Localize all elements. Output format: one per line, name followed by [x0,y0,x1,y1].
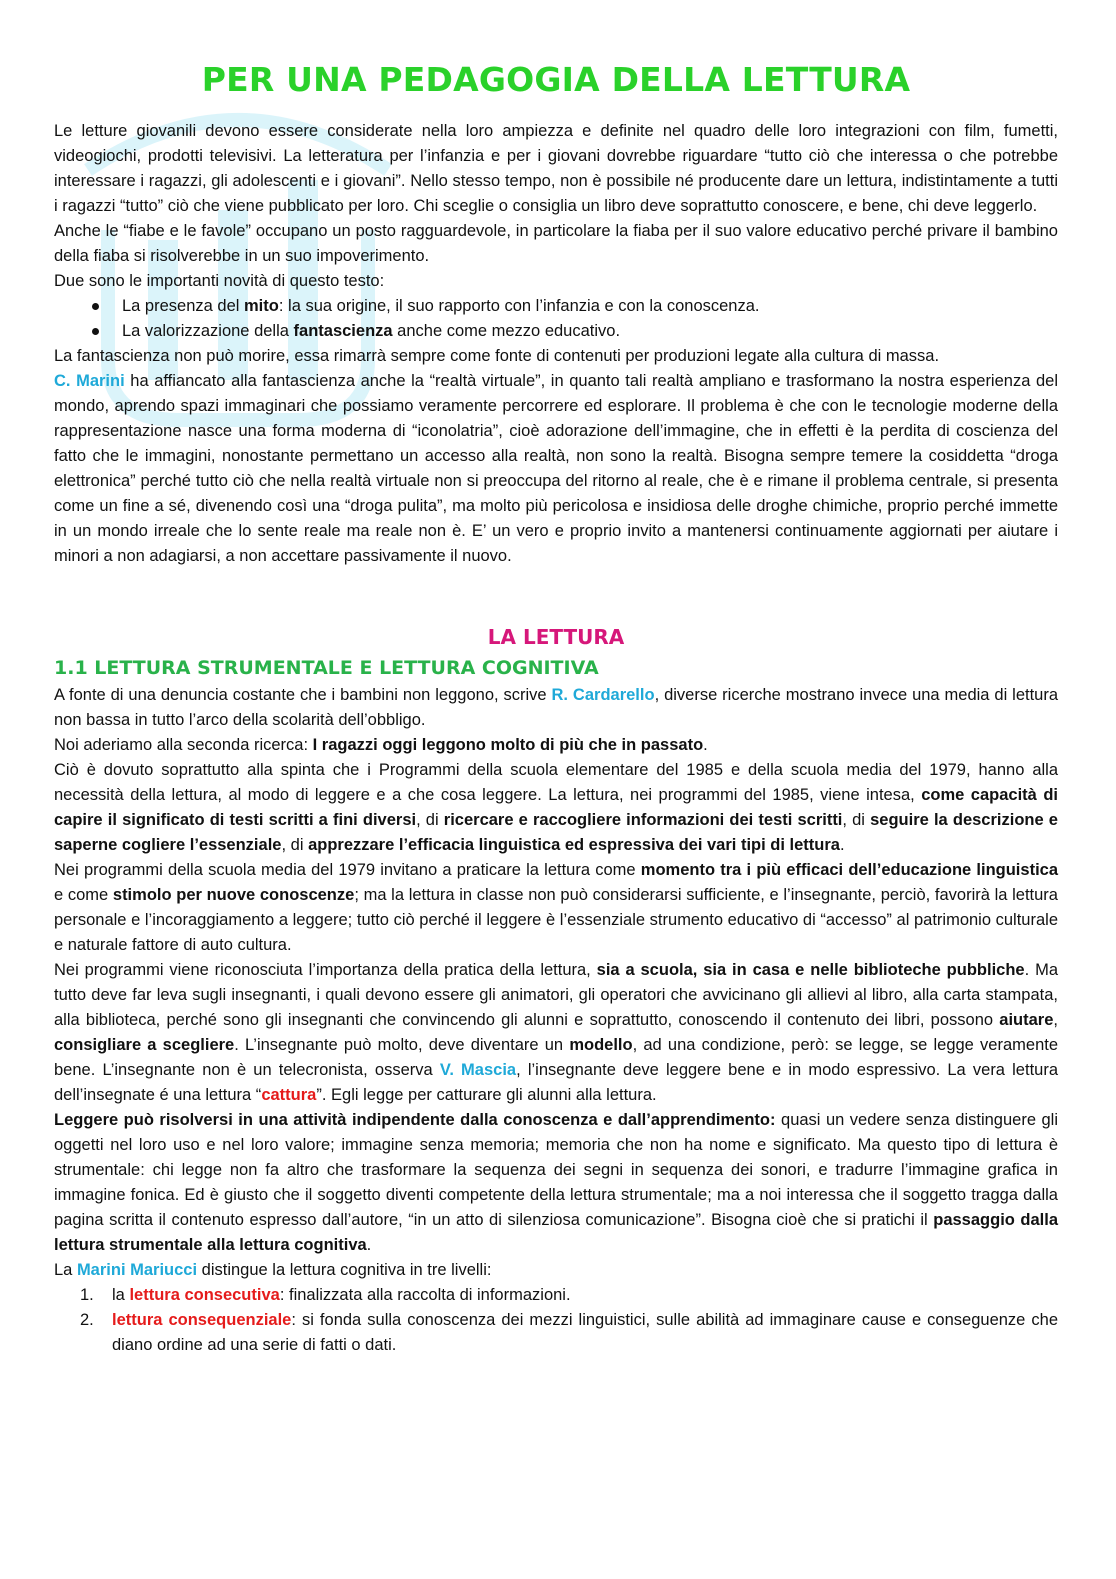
intro-paragraph-2: Anche le “fiabe e le favole” occupano un posto ragguardevole, in particolare la fiaba per il suo valore educativo perché privare il bambino della fiaba si risolverebbe in un suo impoverimento. [54,222,1058,265]
list-item: La presenza del mito: la sua origine, il suo rapporto con l’infanzia e con la conoscenza. [92,294,1058,319]
intro-paragraph-3: Due sono le importanti novità di questo testo: [54,272,385,290]
section-paragraph-6: Leggere può risolversi in una attività indipendente dalla conoscenza e dall’apprendimento: quasi un vedere senza distinguere gli oggetti nel loro uso e nel loro valore; immagine senza memoria; memoria che non ha nome e significato. Ma questo tipo di lettura è strumentale: chi legge non fa altro che trasformare la sequenza dei segni in sequenza dei sonori, e tradurre l’immagine grafica in immagine fonica. Ed è giusto che il soggetto diventi competente della lettura strumentale; ma a noi interessa che il soggetto tragga dalla pagina scritta il contenuto espresso dall’autore, “in un atto di silenziosa comunicazione”. Bisogna cioè che si pratichi il passaggio dalla lettura strumentale alla lettura cognitiva. [54,1111,1058,1254]
section-paragraph-4: Nei programmi della scuola media del 1979 invitano a praticare la lettura come momento tra i più efficaci dell’educazione linguistica e come stimolo per nuove conoscenze; ma la lettura in classe non può considerarsi sufficiente, e l’insegnante, perciò, favorirà la lettura personale e l’incoraggiamento a leggere; tutto ciò perché il leggere è l’essenziale strumento educativo di “accesso” al patrimonio culturale e naturale fattore di auto cultura. [54,861,1059,954]
section-paragraph-1: A fonte di una denuncia costante che i bambini non leggono, scrive R. Cardarello, diverse ricerche mostrano invece una media di lettura non bassa in tutto l’arco della scolarità dell’obbligo. [54,686,1059,729]
section-paragraph-2: Noi aderiamo alla seconda ricerca: I ragazzi oggi leggono molto di più che in passato. [54,736,708,754]
document-content [54,60,1058,1358]
intro-paragraph-1: Le letture giovanili devono essere considerate nella loro ampiezza e definite nel quadro delle loro integrazioni con film, fumetti, videogiochi, prodotti televisivi. La letteratura per l’infanzia e per i giovani dovrebbe riguardare “tutto ciò che interessa o che potrebbe interessare i ragazzi, gli adolescenti e i giovani”. Nello stesso tempo, non è possibile né producente dare un lettura, indistintamente a tutti i ragazzi “tutto” ciò che viene pubblicato per loro. Chi sceglie o consiglia un libro deve soprattutto conoscere, e bene, chi deve leggerlo. [54,122,1058,215]
intro-paragraph-5: C. Marini ha affiancato alla fantascienza anche la “realtà virtuale”, in quanto tali realtà ampliano e trasformano la nostra esperienza del mondo, aprendo spazi immaginari che possiamo veramente percorrere ed esplorare. Il problema è che con le tecnologie moderne della rappresentazione nasce una forma moderna di “iconolatria”, cioè adorazione dell’immagine, che in effetti è la perdita di coscienza del fatto che le immagini, nonostante permettano un accesso alla realtà, non sono la realtà. Bisogna sempre temere la cosiddetta “droga elettronica” perché tutto ciò che nella realtà virtuale non si preoccupa del ritorno al reale, che è e rimane il problema centrale, si presenta come un fine a sé, divenendo così una “droga pulita”, ma molto più pericolosa e insidiosa delle droghe chimiche, proprio perché immette in un mondo irreale che lo sente reale ma reale non è. E’ un vero e proprio invito a mantenersi continuamente aggiornati per aiutare i minori a non adagiarsi, a non accettare passivamente il nuovo. [54,372,1058,565]
list-item: 1. la lettura consecutiva: finalizzata alla raccolta di informazioni. [80,1286,571,1304]
page-title: PER UNA PEDAGOGIA DELLA LETTURA [201,60,911,99]
section-heading: LA LETTURA [487,625,625,649]
section-paragraph-7: La Marini Mariucci distingue la lettura cognitiva in tre livelli: [54,1261,492,1279]
bullet-icon [92,328,99,335]
section-paragraph-3: Ciò è dovuto soprattutto alla spinta che i Programmi della scuola elementare del 1985 e della scuola media del 1979, hanno alla necessità della lettura, al modo di leggere e a che cosa leggere. La lettura, nei programmi del 1985, viene intesa, come capacità di capire il significato di testi scritti a fini diversi, di ricercare e raccogliere informazioni dei testi scritti, di seguire la descrizione e saperne cogliere l’essenziale, di apprezzare l’efficacia linguistica ed espressiva dei vari tipi di lettura. [54,761,1058,854]
author-name: R. Cardarello [551,686,655,704]
list-item: 2. lettura consequenziale: si fonda sulla conoscenza dei mezzi linguistici, sulle abilità ad immaginare cause e conseguenze che diano ordine ad una serie di fatti o dati. [80,1311,1058,1354]
list-item: La valorizzazione della fantascienza anche come mezzo educativo. [92,319,1058,344]
intro-paragraph-4: La fantascienza non può morire, essa rimarrà sempre come fonte di contenuti per produzioni legate alla cultura di massa. [54,347,940,365]
author-name: Marini Mariucci [76,1261,198,1279]
subsection-heading: 1.1 LETTURA STRUMENTALE E LETTURA COGNITIVA [54,657,599,679]
section-paragraph-5: Nei programmi viene riconosciuta l’importanza della pratica della lettura, sia a scuola, sia in casa e nelle biblioteche pubbliche. Ma tutto deve far leva sugli insegnanti, i quali devono essere gli animatori, gli operatori che avvicinano gli allievi al libro, alla carta stampata, alla biblioteca, perché sono gli insegnanti che convincendo gli alunni e soprattutto, conoscendo il contenuto dei libri, possono aiutare, consigliare a scegliere. L’insegnante può molto, deve diventare un modello, ad una condizione, però: se legge, se legge veramente bene. L’insegnante non è un telecronista, osserva V. Mascia, l’insegnante deve leggere bene e in modo espressivo. La vera lettura dell’insegnate é una lettura “cattura”. Egli legge per catturare gli alunni alla lettura. [54,961,1058,1104]
author-name: V. Mascia [439,1061,517,1079]
bullet-icon [92,303,99,310]
author-name: C. Marini [54,372,125,390]
novelty-list [54,294,1058,344]
levels-list [54,1283,1058,1358]
